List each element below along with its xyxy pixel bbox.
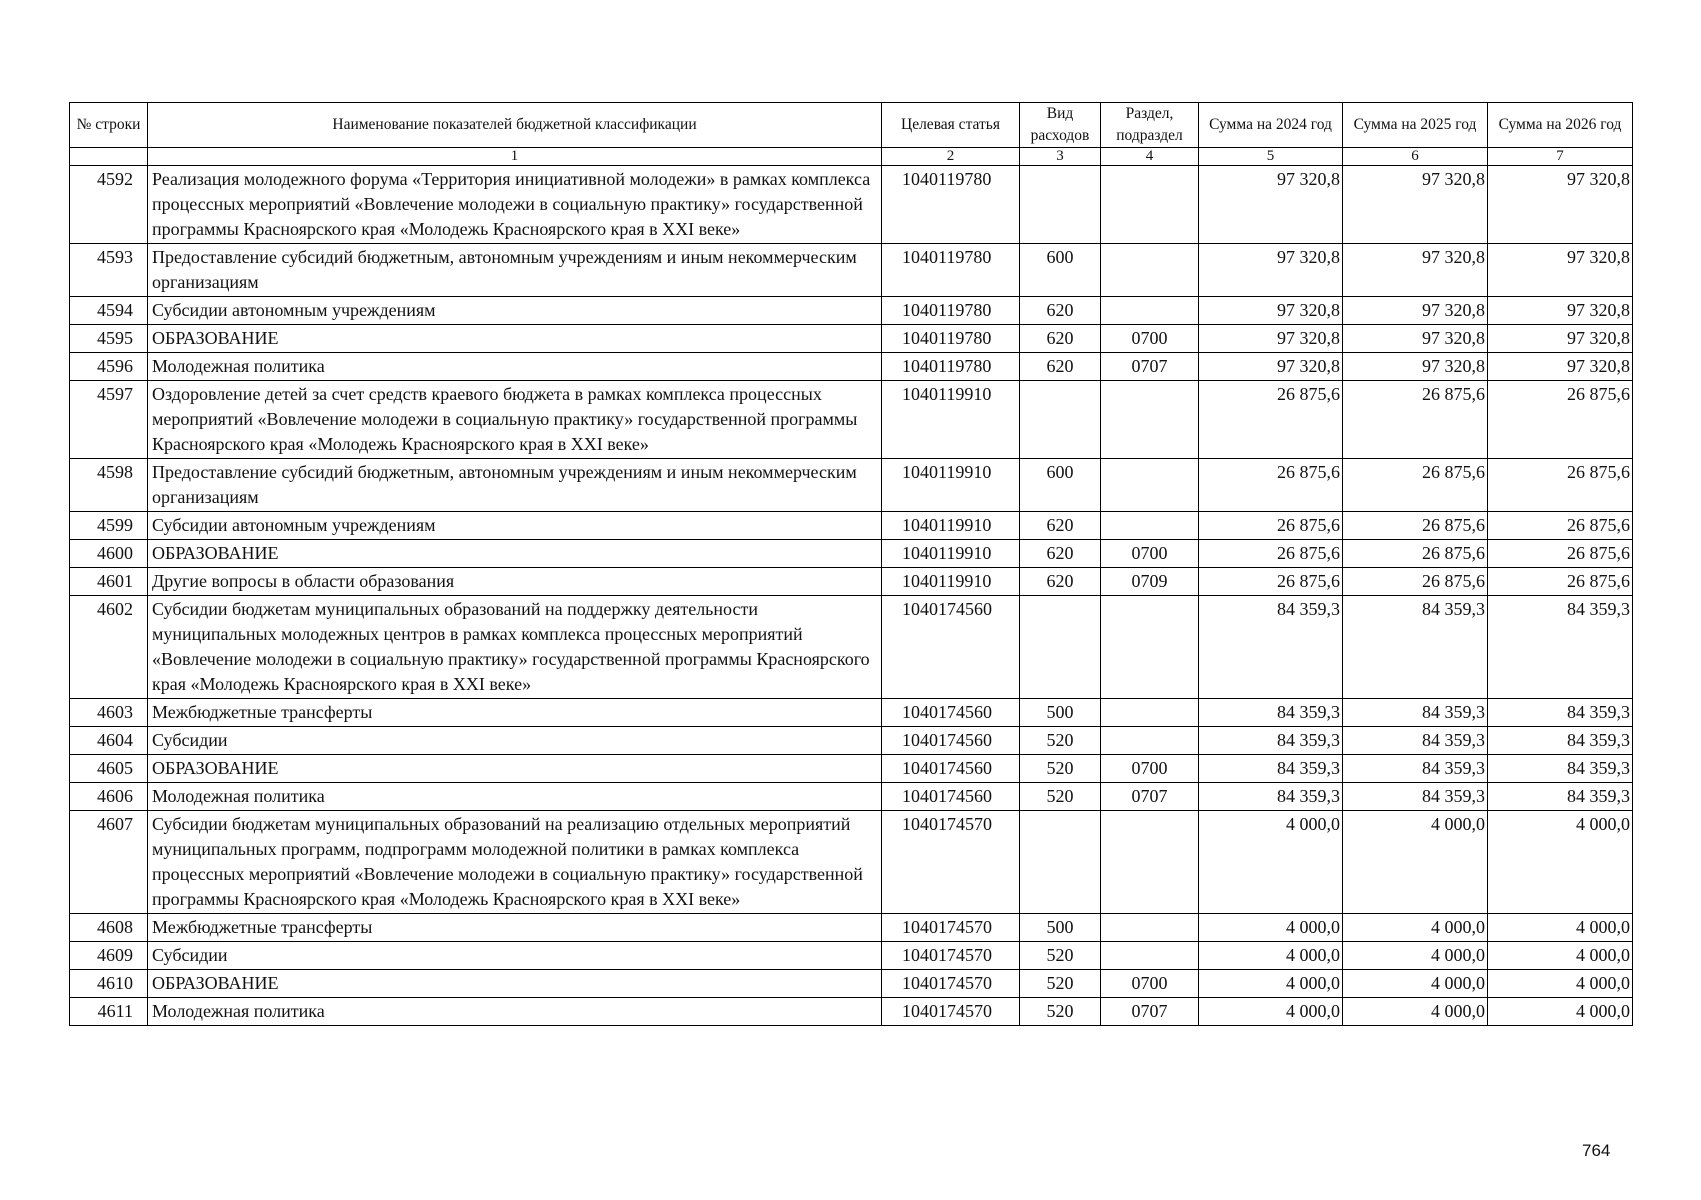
sum-2025-cell: 97 320,8 (1343, 297, 1488, 325)
sum-2025-cell: 26 875,6 (1343, 540, 1488, 568)
row-number-cell: 4610 (70, 970, 148, 998)
row-number-cell: 4602 (70, 596, 148, 699)
section-cell (1101, 512, 1199, 540)
table-row (70, 596, 1633, 699)
indicator-name-cell: Реализация молодежного форума «Территория инициативной молодежи» в рамках комплекса процессных мероприятий «Вовлечение молодежи в социальную практику» государственной программы Красноярского края «Молодежь Красноярского края в XXI веке» (148, 166, 882, 244)
row-number-cell: 4606 (70, 783, 148, 811)
indicator-name-cell: Молодежная политика (148, 353, 882, 381)
table-row (70, 512, 1633, 540)
target-article-cell: 1040119910 (882, 568, 1020, 596)
sum-2024-cell: 4 000,0 (1199, 914, 1343, 942)
expense-type-cell: 600 (1020, 244, 1101, 297)
sum-2026-cell: 84 359,3 (1488, 727, 1633, 755)
section-cell (1101, 459, 1199, 512)
sum-2024-cell: 97 320,8 (1199, 244, 1343, 297)
sum-2025-cell: 4 000,0 (1343, 811, 1488, 914)
expense-type-cell: 520 (1020, 755, 1101, 783)
column-number: 1 (148, 148, 882, 166)
sum-2025-cell: 84 359,3 (1343, 755, 1488, 783)
table-row (70, 998, 1633, 1026)
sum-2025-cell: 84 359,3 (1343, 699, 1488, 727)
target-article-cell: 1040119910 (882, 459, 1020, 512)
sum-2025-cell: 26 875,6 (1343, 568, 1488, 596)
sum-2026-cell: 97 320,8 (1488, 166, 1633, 244)
sum-2025-cell: 84 359,3 (1343, 596, 1488, 699)
table-row (70, 568, 1633, 596)
indicator-name-cell: Молодежная политика (148, 998, 882, 1026)
indicator-name-cell: Предоставление субсидий бюджетным, автономным учреждениям и иным некоммерческим организациям (148, 459, 882, 512)
header-exp-type: Вид расходов (1020, 103, 1101, 148)
column-number-row (70, 148, 1633, 166)
row-number-cell: 4605 (70, 755, 148, 783)
indicator-name-cell: Межбюджетные трансферты (148, 914, 882, 942)
sum-2026-cell: 4 000,0 (1488, 811, 1633, 914)
section-cell (1101, 699, 1199, 727)
section-cell (1101, 166, 1199, 244)
sum-2024-cell: 4 000,0 (1199, 942, 1343, 970)
table-row (70, 699, 1633, 727)
sum-2026-cell: 97 320,8 (1488, 353, 1633, 381)
sum-2024-cell: 84 359,3 (1199, 699, 1343, 727)
expense-type-cell: 620 (1020, 353, 1101, 381)
sum-2025-cell: 97 320,8 (1343, 353, 1488, 381)
section-cell: 0700 (1101, 755, 1199, 783)
column-number: 2 (882, 148, 1020, 166)
sum-2025-cell: 4 000,0 (1343, 942, 1488, 970)
sum-2026-cell: 4 000,0 (1488, 942, 1633, 970)
table-body (70, 166, 1633, 1026)
header-row (70, 103, 1633, 148)
target-article-cell: 1040119780 (882, 244, 1020, 297)
sum-2025-cell: 4 000,0 (1343, 970, 1488, 998)
target-article-cell: 1040174570 (882, 811, 1020, 914)
indicator-name-cell: ОБРАЗОВАНИЕ (148, 540, 882, 568)
header-target: Целевая статья (882, 103, 1020, 148)
expense-type-cell: 620 (1020, 297, 1101, 325)
sum-2024-cell: 84 359,3 (1199, 596, 1343, 699)
target-article-cell: 1040174570 (882, 942, 1020, 970)
sum-2024-cell: 26 875,6 (1199, 459, 1343, 512)
section-cell (1101, 381, 1199, 459)
sum-2024-cell: 97 320,8 (1199, 297, 1343, 325)
sum-2025-cell: 97 320,8 (1343, 166, 1488, 244)
row-number-cell: 4609 (70, 942, 148, 970)
sum-2025-cell: 97 320,8 (1343, 244, 1488, 297)
section-cell: 0700 (1101, 970, 1199, 998)
sum-2025-cell: 26 875,6 (1343, 459, 1488, 512)
sum-2026-cell: 97 320,8 (1488, 244, 1633, 297)
row-number-cell: 4603 (70, 699, 148, 727)
indicator-name-cell: ОБРАЗОВАНИЕ (148, 970, 882, 998)
indicator-name-cell: Молодежная политика (148, 783, 882, 811)
header-sum-2024: Сумма на 2024 год (1199, 103, 1343, 148)
target-article-cell: 1040174560 (882, 699, 1020, 727)
row-number-cell: 4595 (70, 325, 148, 353)
target-article-cell: 1040174560 (882, 783, 1020, 811)
row-number-cell: 4593 (70, 244, 148, 297)
sum-2024-cell: 26 875,6 (1199, 381, 1343, 459)
sum-2025-cell: 26 875,6 (1343, 381, 1488, 459)
sum-2024-cell: 26 875,6 (1199, 568, 1343, 596)
sum-2026-cell: 4 000,0 (1488, 914, 1633, 942)
indicator-name-cell: Другие вопросы в области образования (148, 568, 882, 596)
indicator-name-cell: Субсидии автономным учреждениям (148, 512, 882, 540)
expense-type-cell: 600 (1020, 459, 1101, 512)
sum-2025-cell: 4 000,0 (1343, 998, 1488, 1026)
target-article-cell: 1040174560 (882, 755, 1020, 783)
section-cell: 0709 (1101, 568, 1199, 596)
expense-type-cell: 520 (1020, 727, 1101, 755)
section-cell (1101, 297, 1199, 325)
header-row-no: № строки (70, 103, 148, 148)
section-cell (1101, 942, 1199, 970)
table-row (70, 970, 1633, 998)
indicator-name-cell: ОБРАЗОВАНИЕ (148, 755, 882, 783)
sum-2026-cell: 97 320,8 (1488, 325, 1633, 353)
sum-2024-cell: 4 000,0 (1199, 998, 1343, 1026)
sum-2024-cell: 97 320,8 (1199, 325, 1343, 353)
column-number: 6 (1343, 148, 1488, 166)
sum-2025-cell: 4 000,0 (1343, 914, 1488, 942)
row-number-cell: 4611 (70, 998, 148, 1026)
row-number-cell: 4608 (70, 914, 148, 942)
indicator-name-cell: Субсидии (148, 727, 882, 755)
row-number-cell: 4601 (70, 568, 148, 596)
row-number-cell: 4597 (70, 381, 148, 459)
table-row (70, 297, 1633, 325)
table-row (70, 325, 1633, 353)
sum-2024-cell: 4 000,0 (1199, 811, 1343, 914)
indicator-name-cell: Субсидии бюджетам муниципальных образований на реализацию отдельных мероприятий муниципальных программ, подпрограмм молодежной политики в рамках комплекса процессных мероприятий «Вовлечение молодежи в социальную практику» государственной программы Красноярского края «Молодежь Красноярского края в XXI веке» (148, 811, 882, 914)
target-article-cell: 1040174560 (882, 596, 1020, 699)
expense-type-cell: 620 (1020, 540, 1101, 568)
table-row (70, 459, 1633, 512)
sum-2026-cell: 26 875,6 (1488, 381, 1633, 459)
sum-2024-cell: 84 359,3 (1199, 783, 1343, 811)
sum-2024-cell: 97 320,8 (1199, 166, 1343, 244)
indicator-name-cell: ОБРАЗОВАНИЕ (148, 325, 882, 353)
header-name: Наименование показателей бюджетной классификации (148, 103, 882, 148)
budget-classification-table (69, 102, 1633, 1026)
target-article-cell: 1040174560 (882, 727, 1020, 755)
target-article-cell: 1040119910 (882, 540, 1020, 568)
header-sum-2025: Сумма на 2025 год (1343, 103, 1488, 148)
sum-2024-cell: 4 000,0 (1199, 970, 1343, 998)
column-number (70, 148, 148, 166)
sum-2026-cell: 84 359,3 (1488, 596, 1633, 699)
expense-type-cell (1020, 596, 1101, 699)
indicator-name-cell: Субсидии автономным учреждениям (148, 297, 882, 325)
sum-2026-cell: 84 359,3 (1488, 783, 1633, 811)
sum-2026-cell: 4 000,0 (1488, 970, 1633, 998)
expense-type-cell (1020, 166, 1101, 244)
expense-type-cell: 620 (1020, 325, 1101, 353)
expense-type-cell (1020, 811, 1101, 914)
table-row (70, 540, 1633, 568)
row-number-cell: 4600 (70, 540, 148, 568)
target-article-cell: 1040174570 (882, 914, 1020, 942)
sum-2025-cell: 84 359,3 (1343, 783, 1488, 811)
section-cell (1101, 914, 1199, 942)
sum-2025-cell: 26 875,6 (1343, 512, 1488, 540)
row-number-cell: 4607 (70, 811, 148, 914)
indicator-name-cell: Предоставление субсидий бюджетным, автономным учреждениям и иным некоммерческим организациям (148, 244, 882, 297)
section-cell (1101, 727, 1199, 755)
section-cell: 0707 (1101, 783, 1199, 811)
row-number-cell: 4596 (70, 353, 148, 381)
table-row (70, 811, 1633, 914)
sum-2026-cell: 4 000,0 (1488, 998, 1633, 1026)
indicator-name-cell: Межбюджетные трансферты (148, 699, 882, 727)
table-row (70, 783, 1633, 811)
column-number: 3 (1020, 148, 1101, 166)
expense-type-cell: 520 (1020, 970, 1101, 998)
section-cell: 0700 (1101, 540, 1199, 568)
header-sum-2026: Сумма на 2026 год (1488, 103, 1633, 148)
sum-2025-cell: 84 359,3 (1343, 727, 1488, 755)
indicator-name-cell: Оздоровление детей за счет средств краевого бюджета в рамках комплекса процессных мероприятий «Вовлечение молодежи в социальную практику» государственной программы Красноярского края «Молодежь Красноярского края в XXI веке» (148, 381, 882, 459)
row-number-cell: 4604 (70, 727, 148, 755)
table-row (70, 244, 1633, 297)
target-article-cell: 1040119910 (882, 512, 1020, 540)
target-article-cell: 1040119780 (882, 166, 1020, 244)
expense-type-cell (1020, 381, 1101, 459)
table-row (70, 755, 1633, 783)
sum-2024-cell: 26 875,6 (1199, 512, 1343, 540)
target-article-cell: 1040119780 (882, 353, 1020, 381)
sum-2026-cell: 26 875,6 (1488, 568, 1633, 596)
expense-type-cell: 520 (1020, 998, 1101, 1026)
sum-2026-cell: 26 875,6 (1488, 459, 1633, 512)
indicator-name-cell: Субсидии (148, 942, 882, 970)
expense-type-cell: 620 (1020, 512, 1101, 540)
sum-2026-cell: 84 359,3 (1488, 699, 1633, 727)
table-row (70, 942, 1633, 970)
section-cell (1101, 244, 1199, 297)
indicator-name-cell: Субсидии бюджетам муниципальных образований на поддержку деятельности муниципальных молодежных центров в рамках комплекса процессных мероприятий «Вовлечение молодежи в социальную практику» государственной программы Красноярского края «Молодежь Красноярского края в XXI веке» (148, 596, 882, 699)
sum-2026-cell: 26 875,6 (1488, 512, 1633, 540)
sum-2026-cell: 97 320,8 (1488, 297, 1633, 325)
expense-type-cell: 500 (1020, 914, 1101, 942)
section-cell (1101, 811, 1199, 914)
target-article-cell: 1040119910 (882, 381, 1020, 459)
expense-type-cell: 520 (1020, 942, 1101, 970)
row-number-cell: 4599 (70, 512, 148, 540)
header-section: Раздел, подраздел (1101, 103, 1199, 148)
column-number: 4 (1101, 148, 1199, 166)
expense-type-cell: 500 (1020, 699, 1101, 727)
section-cell: 0707 (1101, 998, 1199, 1026)
sum-2024-cell: 26 875,6 (1199, 540, 1343, 568)
column-number: 7 (1488, 148, 1633, 166)
sum-2026-cell: 26 875,6 (1488, 540, 1633, 568)
expense-type-cell: 620 (1020, 568, 1101, 596)
page-number: 764 (1582, 1141, 1611, 1160)
table-row (70, 353, 1633, 381)
target-article-cell: 1040119780 (882, 297, 1020, 325)
sum-2025-cell: 97 320,8 (1343, 325, 1488, 353)
row-number-cell: 4598 (70, 459, 148, 512)
target-article-cell: 1040174570 (882, 970, 1020, 998)
table-row (70, 381, 1633, 459)
expense-type-cell: 520 (1020, 783, 1101, 811)
sum-2024-cell: 97 320,8 (1199, 353, 1343, 381)
column-number: 5 (1199, 148, 1343, 166)
table-row (70, 166, 1633, 244)
table-row (70, 727, 1633, 755)
section-cell: 0707 (1101, 353, 1199, 381)
section-cell (1101, 596, 1199, 699)
sum-2024-cell: 84 359,3 (1199, 727, 1343, 755)
target-article-cell: 1040119780 (882, 325, 1020, 353)
sum-2026-cell: 84 359,3 (1488, 755, 1633, 783)
table-row (70, 914, 1633, 942)
row-number-cell: 4592 (70, 166, 148, 244)
section-cell: 0700 (1101, 325, 1199, 353)
sum-2024-cell: 84 359,3 (1199, 755, 1343, 783)
target-article-cell: 1040174570 (882, 998, 1020, 1026)
row-number-cell: 4594 (70, 297, 148, 325)
